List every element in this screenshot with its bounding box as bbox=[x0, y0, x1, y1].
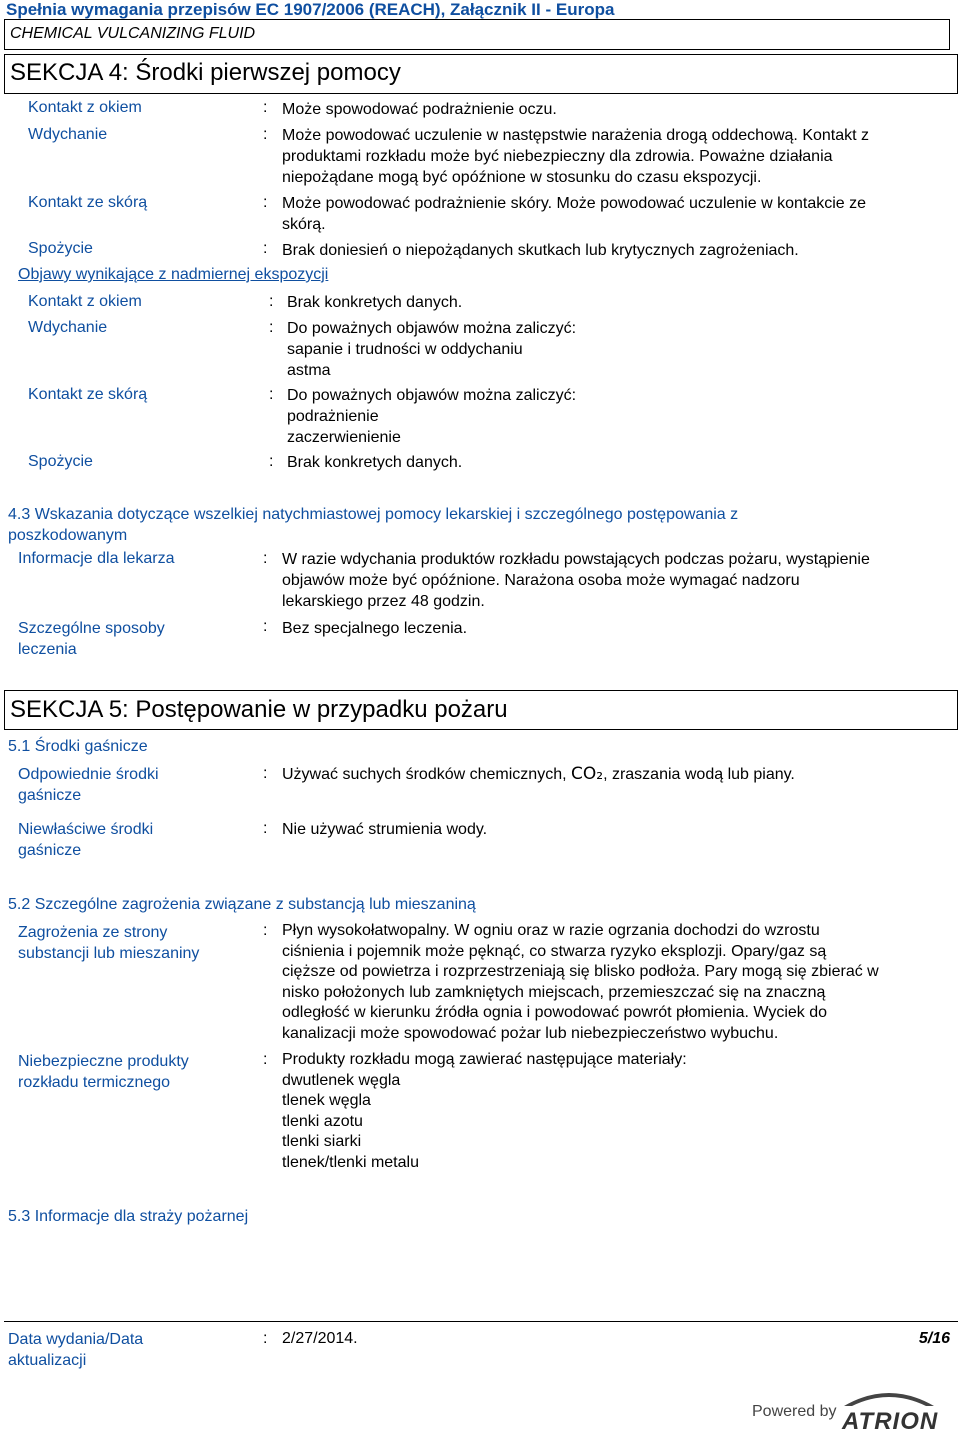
value-skin-contact: Może powodować podrażnienie skóry. Może powodować uczulenie w kontakcie ze skórą. bbox=[282, 195, 867, 233]
page-number: 5/16 bbox=[918, 1330, 950, 1347]
symptoms-title: Objawy wynikające z nadmiernej ekspozycji bbox=[18, 266, 329, 283]
value-info-doctor: W razie wdychania produktów rozkładu powstających podczas pożaru, wystąpienie objawów może być opóźnione. Narażona osoba może wymagać nadzoru lekarskiego przez 48 godzin. bbox=[282, 551, 870, 610]
atrion-logo-arc-icon bbox=[840, 1386, 938, 1408]
value-inhalation: Może powodować uczulenie w następstwie narażenia drogą oddechową. Kontakt z produktami rozkładu może być niebezpieczny dla zdrowia. Poważne działania niepożądane mogą być opóźnione w stosunku do czasu ekspozycji. bbox=[282, 127, 870, 186]
label-hazards: Zagrożenia ze strony substancji lub mieszaniny bbox=[18, 924, 200, 962]
label-decomposition: Niebezpieczne produkty rozkładu termicznego bbox=[18, 1053, 189, 1091]
product-name: CHEMICAL VULCANIZING FLUID bbox=[10, 25, 256, 42]
symptom-label-eye: Kontakt z okiem bbox=[28, 293, 142, 310]
label-skin-contact: Kontakt ze skórą bbox=[28, 194, 148, 211]
footer-date-value: 2/27/2014. bbox=[282, 1330, 358, 1347]
symptom-value-ingestion: Brak konkretych danych. bbox=[287, 454, 463, 471]
symptom-label-ingestion: Spożycie bbox=[28, 453, 93, 470]
section-5-title: SEKCJA 5: Postępowanie w przypadku pożaru bbox=[10, 696, 508, 723]
label-unsuitable-media: Niewłaściwe środki gaśnicze bbox=[18, 821, 154, 859]
powered-by-text: Powered by bbox=[752, 1403, 837, 1420]
value-special-treatment: Bez specjalnego leczenia. bbox=[282, 620, 468, 637]
label-info-doctor: Informacje dla lekarza bbox=[18, 550, 175, 567]
document-header-title: Spełnia wymagania przepisów EC 1907/2006 (REACH), Załącznik II - Europa bbox=[6, 0, 615, 19]
section-5-2-title: 5.2 Szczególne zagrożenia związane z substancją lub mieszaniną bbox=[8, 896, 476, 913]
label-eye-contact: Kontakt z okiem bbox=[28, 99, 142, 116]
section-5-3-title: 5.3 Informacje dla straży pożarnej bbox=[8, 1208, 249, 1225]
symptom-value-skin: Do poważnych objawów można zaliczyć: podrażnienie zaczerwienienie bbox=[287, 387, 577, 446]
label-ingestion: Spożycie bbox=[28, 240, 93, 257]
value-eye-contact: Może spowodować podrażnienie oczu. bbox=[282, 101, 557, 118]
footer-date-label: Data wydania/Data aktualizacji bbox=[8, 1331, 144, 1369]
symptom-label-skin: Kontakt ze skórą bbox=[28, 386, 148, 403]
label-inhalation: Wdychanie bbox=[28, 126, 108, 143]
symptom-value-inhalation: Do poważnych objawów można zaliczyć: sapanie i trudności w oddychaniu astma bbox=[287, 320, 577, 379]
value-unsuitable-media: Nie używać strumienia wody. bbox=[282, 821, 488, 838]
label-special-treatment: Szczególne sposoby leczenia bbox=[18, 620, 165, 658]
atrion-logo: ATRION bbox=[842, 1408, 939, 1435]
value-decomposition: Produkty rozkładu mogą zawierać następujące materiały: dwutlenek węgla tlenek węgla tlenki azotu tlenki siarki tlenek/tlenki metalu bbox=[282, 1051, 687, 1171]
section-4-3-title: 4.3 Wskazania dotyczące wszelkiej natychmiastowej pomocy lekarskiej i szczególnego postępowania z poszkodowanym bbox=[8, 506, 739, 544]
section-5-1-title: 5.1 Środki gaśnicze bbox=[8, 738, 148, 755]
symptom-value-eye: Brak konkretych danych. bbox=[287, 294, 463, 311]
value-hazards: Płyn wysokołatwopalny. W ogniu oraz w razie ogrzania dochodzi do wzrostu ciśnienia i pojemnik może pęknąć, co stwarza ryzyko eksplozji. Opary/gaz są cięższe od powietrza i rozprzestrzeniają się blisko podłoża. Pary mogą się zbierać w nisko położonych lub zamkniętych miejscach, przemieszczać się na znaczną odległość w kierunku źródła ognia i powodować powrót płomienia. Wyciek do kanalizacji może spowodować pożar lub niebezpieczeństwo wybuchu. bbox=[282, 922, 879, 1042]
label-suitable-media: Odpowiednie środki gaśnicze bbox=[18, 766, 159, 804]
co2-formula: CO₂ bbox=[570, 764, 604, 784]
value-suitable-media: Używać suchych środków chemicznych, CO₂, zraszania wodą lub piany. bbox=[282, 764, 795, 784]
symptom-label-inhalation: Wdychanie bbox=[28, 319, 108, 336]
section-4-title: SEKCJA 4: Środki pierwszej pomocy bbox=[10, 59, 401, 86]
footer-divider bbox=[4, 1321, 958, 1322]
value-ingestion: Brak doniesień o niepożądanych skutkach lub krytycznych zagrożeniach. bbox=[282, 242, 799, 259]
